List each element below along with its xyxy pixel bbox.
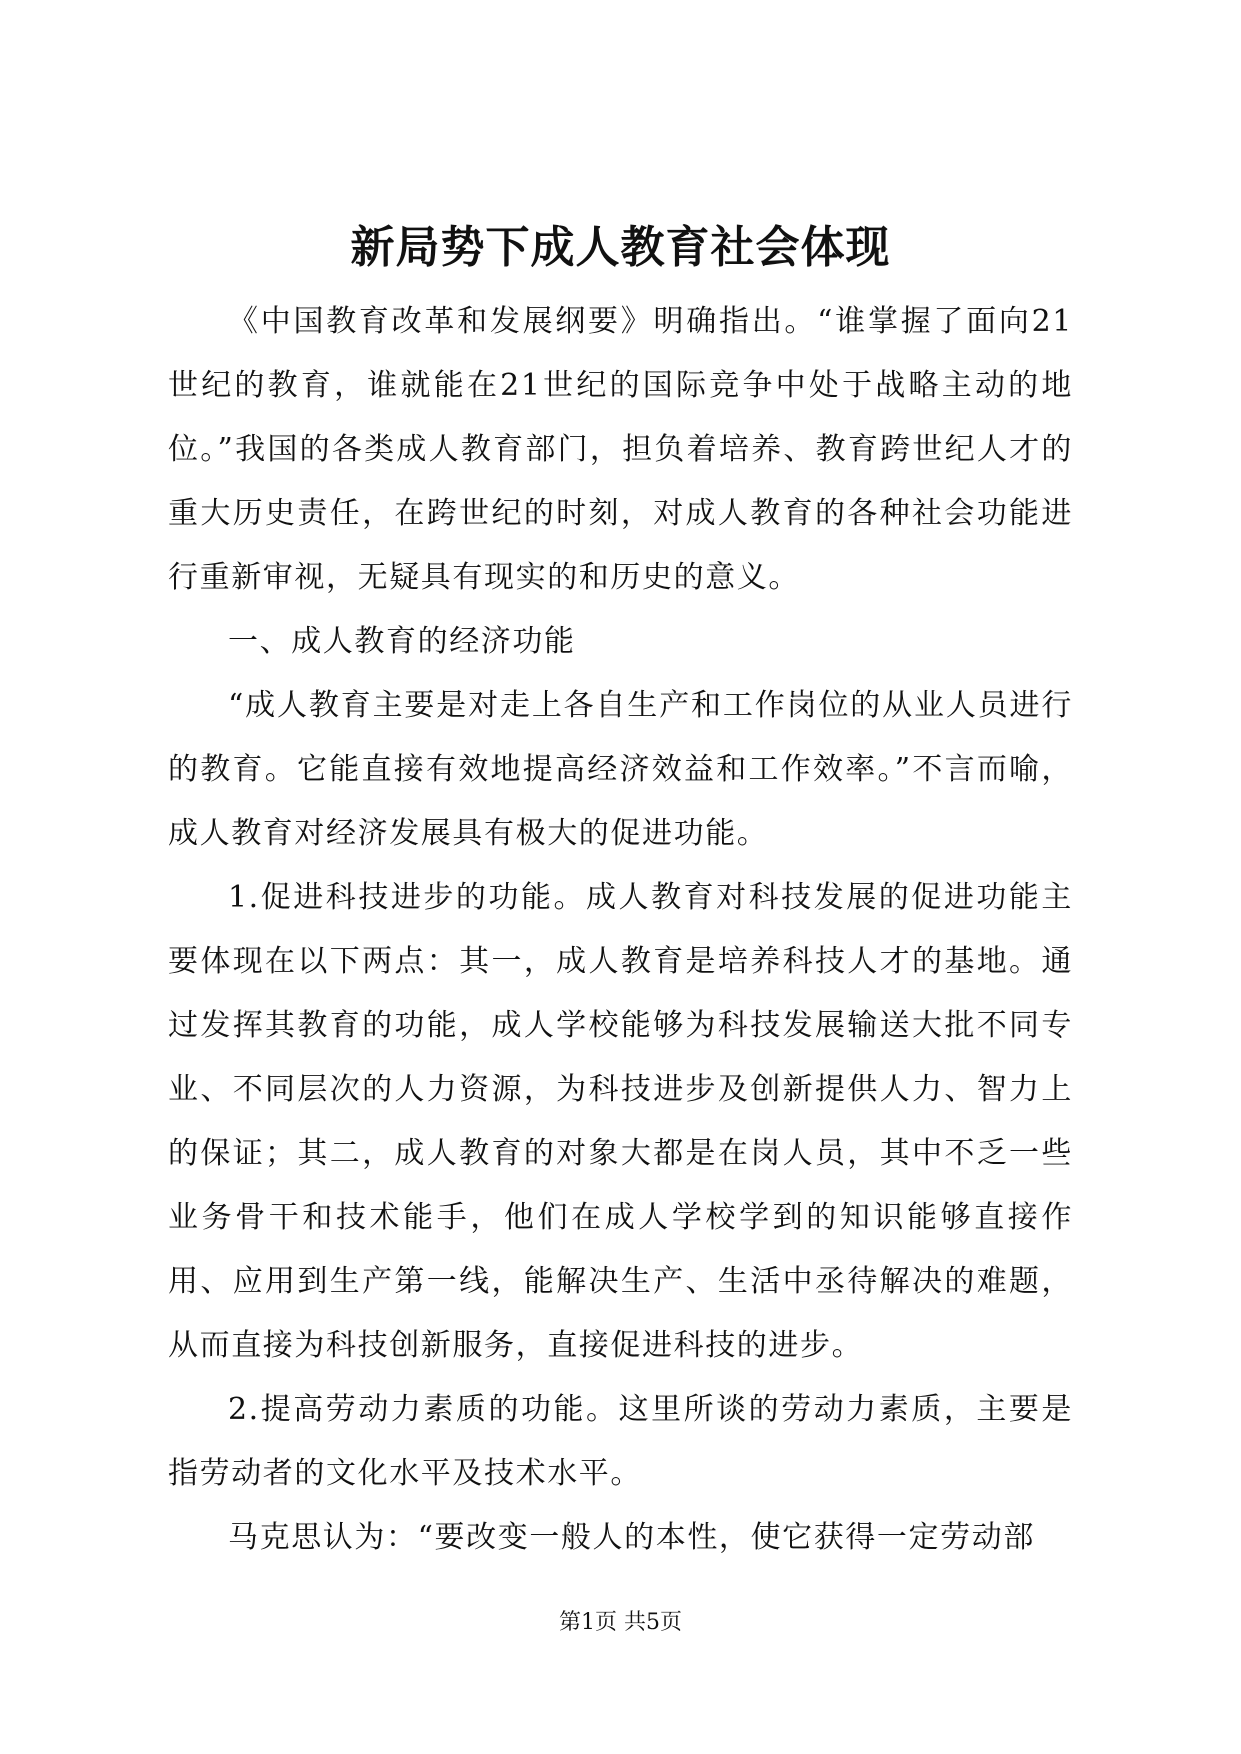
page-number-footer: 第1页 共5页 [559, 1610, 682, 1635]
paragraph-intro: 《中国教育改革和发展纲要》明确指出。“谁掌握了面向21世纪的教育，谁就能在21世纪的国际竞争中处于战略主动的地位。”我国的各类成人教育部门，担负着培养、教育跨世纪人才的重大历史责任，在跨世纪的时刻，对成人教育的各种社会功能进行重新审视，无疑具有现实的和历史的意义。 [168, 304, 1073, 595]
paragraph-point-2: 2.提高劳动力素质的功能。这里所谈的劳动力素质，主要是指劳动者的文化水平及技术水平。 [168, 1392, 1073, 1491]
paragraph-marx-quote: 马克思认为：“要改变一般人的本性，使它获得一定劳动部 [228, 1520, 1035, 1555]
document-body [168, 290, 1073, 1570]
paragraph-quote: “成人教育主要是对走上各自生产和工作岗位的从业人员进行的教育。它能直接有效地提高经济效益和工作效率。”不言而喻，成人教育对经济发展具有极大的促进功能。 [168, 688, 1073, 851]
document-title: 新局势下成人教育社会体现 [350, 222, 891, 273]
paragraph-point-1: 1.促进科技进步的功能。成人教育对科技发展的促进功能主要体现在以下两点：其一，成人教育是培养科技人才的基地。通过发挥其教育的功能，成人学校能够为科技发展输送大批不同专业、不同层次的人力资源，为科技进步及创新提供人力、智力上的保证；其二，成人教育的对象大都是在岗人员，其中不乏一些业务骨干和技术能手，他们在成人学校学到的知识能够直接作用、应用到生产第一线，能解决生产、生活中丞待解决的难题，从而直接为科技创新服务，直接促进科技的进步。 [168, 880, 1073, 1363]
section-heading-economic-function: 一、成人教育的经济功能 [228, 624, 576, 659]
